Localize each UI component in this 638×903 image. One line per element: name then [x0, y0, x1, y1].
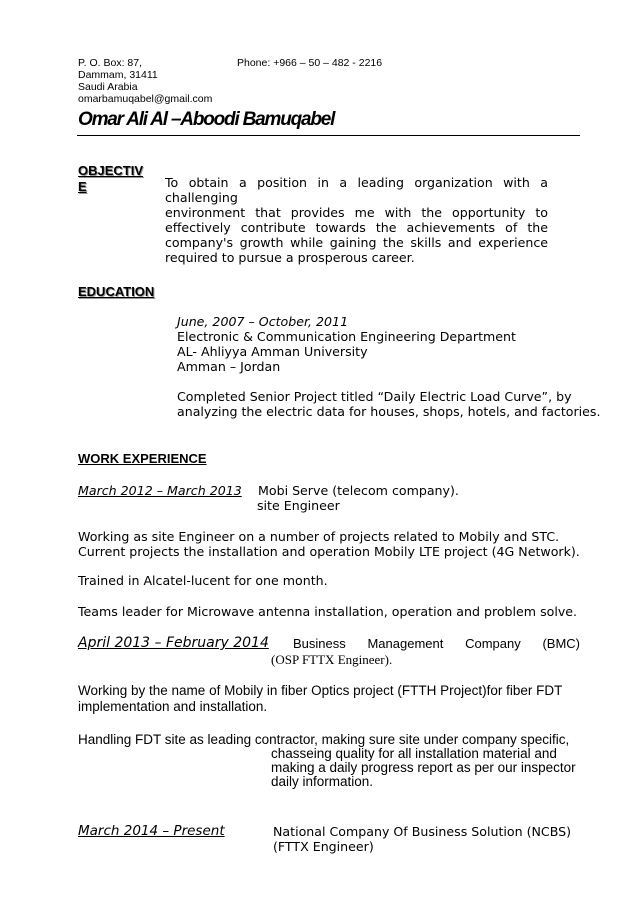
po-box: P. O. Box: 87,: [78, 57, 143, 69]
city: Dammam, 31411: [78, 69, 158, 81]
job1-desc1-line2: Current projects the installation and operation Mobily LTE project (4G Network).: [78, 544, 580, 559]
objective-line: company's growth while gaining the skills and experience: [165, 235, 548, 250]
education-project-line1: Completed Senior Project titled “Daily Electric Load Curve”, by: [177, 389, 572, 404]
job3-dates: March 2014 – Present: [78, 823, 225, 839]
objective-line: effectively contribute towards the achievements of the: [165, 220, 548, 235]
candidate-name: Omar Ali Al –Aboodi Bamuqabel: [78, 109, 335, 130]
phone: Phone: +966 – 50 – 482 - 2216: [237, 57, 383, 69]
job3-company: National Company Of Business Solution (NCBS): [273, 824, 572, 839]
job1-desc3: Teams leader for Microwave antenna installation, operation and problem solve.: [78, 604, 578, 619]
job1-title: site Engineer: [257, 498, 340, 513]
job3-title: (FTTX Engineer): [273, 839, 374, 854]
job2-dates: April 2013 – February 2014: [78, 635, 269, 651]
email: omarbamuqabel@gmail.com: [78, 93, 213, 105]
objective-heading-line1: OBJECTIV: [78, 163, 144, 178]
objective-line: environment that provides me with the opportunity to: [165, 205, 548, 220]
country: Saudi Arabia: [78, 81, 138, 93]
job1-desc2: Trained in Alcatel-lucent for one month.: [78, 573, 328, 588]
education-university: AL- Ahliyya Amman University: [177, 344, 368, 359]
job1-desc1-line1: Working as site Engineer on a number of projects related to Mobily and STC.: [78, 529, 560, 544]
job2-desc1-line1: Working by the name of Mobily in fiber Optics project (FTTH Project)for fiber FDT: [78, 683, 563, 698]
education-department: Electronic & Communication Engineering Department: [177, 329, 516, 344]
job1-dates: March 2012 – March 2013: [78, 483, 242, 498]
objective-heading-line2: E: [78, 179, 87, 194]
job1-company: Mobi Serve (telecom company).: [258, 483, 459, 498]
objective-text: [165, 175, 548, 265]
job2-desc2-line1: Handling FDT site as leading contractor, making sure site under company specific,: [78, 732, 570, 747]
education-heading: EDUCATION: [78, 284, 155, 299]
work-heading: WORK EXPERIENCE: [78, 451, 207, 466]
objective-line: To obtain a position in a leading organization with a challenging: [165, 175, 548, 205]
education-location: Amman – Jordan: [177, 359, 281, 374]
objective-line: required to pursue a prosperous career.: [165, 250, 415, 265]
job2-desc1-line2: implementation and installation.: [78, 699, 268, 714]
job2-title: (OSP FTTX Engineer).: [271, 652, 393, 667]
education-dates: June, 2007 – October, 2011: [177, 314, 349, 329]
job2-desc2-line4: daily information.: [271, 774, 374, 789]
job2-company: Business Management Company (BMC): [293, 636, 580, 651]
education-project-line2: analyzing the electric data for houses, shops, hotels, and factories.: [177, 404, 601, 419]
job2-desc2-line2: chasseing quality for all installation material and: [271, 746, 557, 761]
job2-desc2-line3: making a daily progress report as per our inspector: [271, 760, 576, 775]
objective-heading: [78, 163, 143, 195]
header-divider: [77, 135, 580, 136]
